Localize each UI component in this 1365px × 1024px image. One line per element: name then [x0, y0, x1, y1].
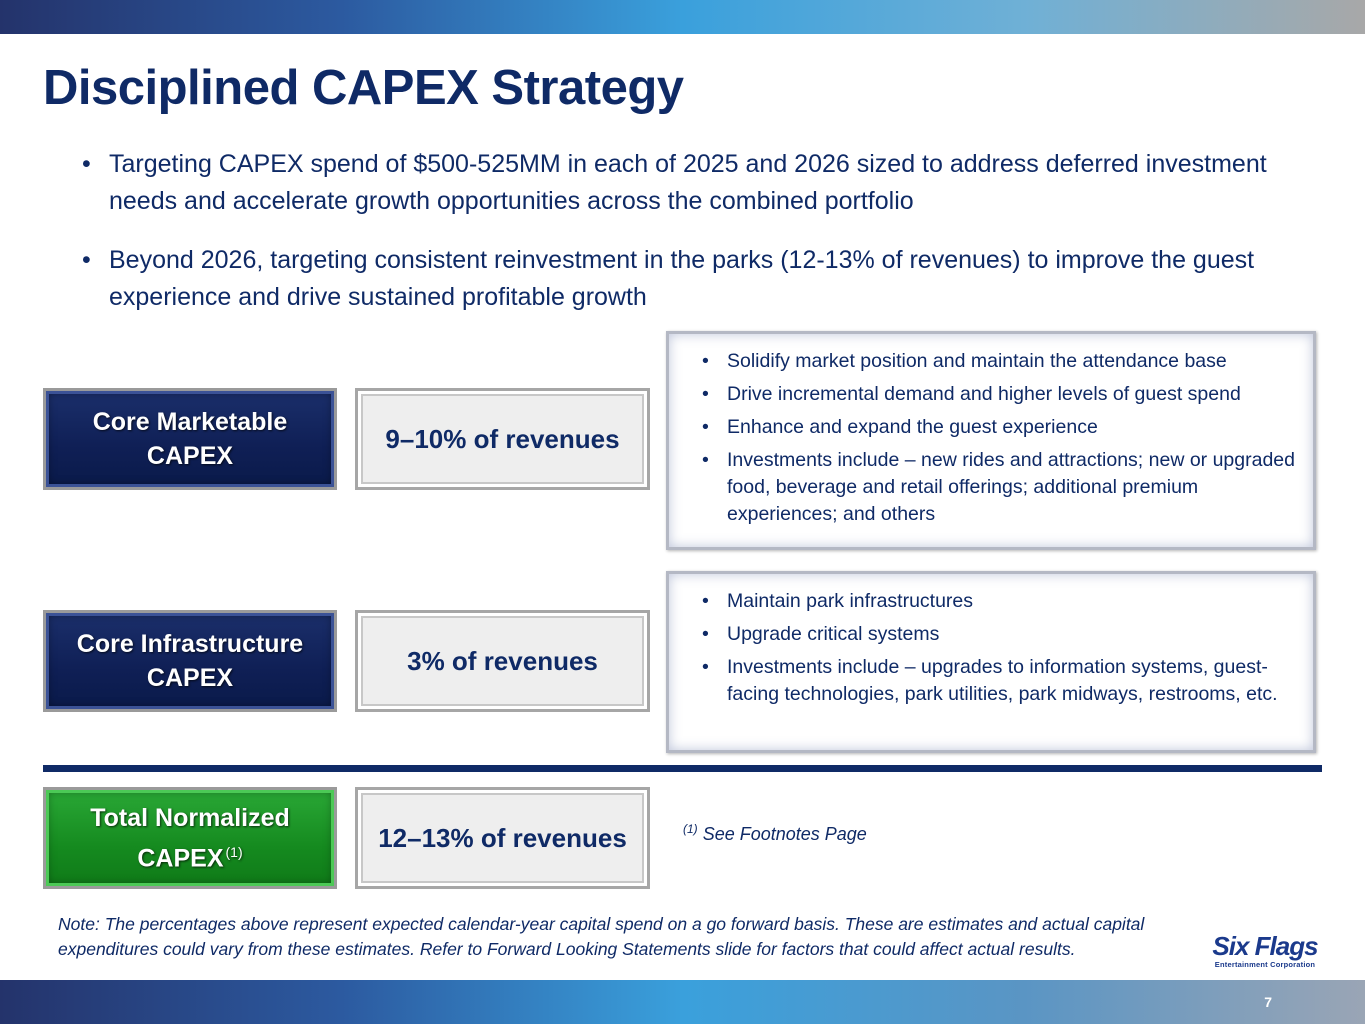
row-value: 9–10% of revenues [385, 423, 620, 454]
detail-item: • Enhance and expand the guest experience [699, 414, 1301, 441]
page-title: Disciplined CAPEX Strategy [43, 61, 684, 115]
intro-bullets [82, 146, 1302, 338]
core-infrastructure-capex-label [43, 610, 337, 712]
intro-bullet: • Beyond 2026, targeting consistent reinvestment in the parks (12-13% of revenues) to improve the guest experience and drive sustained profitable growth [82, 242, 1302, 316]
logo-tagline: Entertainment Corporation [1214, 960, 1316, 969]
bottom-gradient-bar [0, 980, 1365, 1024]
detail-item: • Maintain park infrastructures [699, 588, 1301, 615]
total-normalized-capex-label [43, 787, 337, 889]
row-value: 3% of revenues [407, 645, 598, 676]
core-infrastructure-capex-value [355, 610, 650, 712]
top-gradient-bar [0, 0, 1365, 34]
footnote-reference [683, 822, 867, 845]
section-divider [43, 765, 1322, 772]
logo-wordmark: Six Flags [1212, 931, 1318, 961]
footnote-marker: (1) [225, 843, 243, 860]
detail-item: • Solidify market position and maintain the attendance base [699, 348, 1301, 375]
intro-bullet: • Targeting CAPEX spend of $500-525MM in each of 2025 and 2026 sized to address deferred investment needs and accelerate growth opportunities across the combined portfolio [82, 146, 1302, 220]
core-infrastructure-details [666, 571, 1316, 753]
footnote-marker: (1) [683, 822, 698, 836]
total-label-line2-wrap [137, 835, 242, 875]
detail-item: • Upgrade critical systems [699, 621, 1301, 648]
detail-item: • Drive incremental demand and higher levels of guest spend [699, 381, 1301, 408]
core-marketable-capex-value [355, 388, 650, 490]
row-value: 12–13% of revenues [378, 822, 627, 853]
total-label-line2: CAPEX [137, 844, 224, 873]
detail-item: • Investments include – upgrades to information systems, guest-facing technologies, park utilities, park midways, restrooms, etc. [699, 654, 1301, 708]
total-normalized-capex-value [355, 787, 650, 889]
row-label: Core Marketable CAPEX [92, 408, 288, 470]
core-marketable-details [666, 331, 1316, 550]
core-marketable-capex-label [43, 388, 337, 490]
disclaimer-note: Note: The percentages above represent expected calendar-year capital spend on a go forward basis. These are estimates and actual capital expenditures could vary from these estimates. Refer to Forward Looking Statements slide for factors that could affect actual results. [58, 914, 1145, 959]
total-label-line1: Total Normalized [90, 803, 290, 832]
row-label: Core Infrastructure CAPEX [76, 630, 304, 692]
detail-item: • Investments include – new rides and attractions; new or upgraded food, beverage and retail offerings; additional premium experiences; and others [699, 447, 1301, 528]
six-flags-logo [1212, 932, 1318, 976]
footnote-text: See Footnotes Page [702, 824, 867, 844]
page-number: 7 [1264, 994, 1272, 1010]
